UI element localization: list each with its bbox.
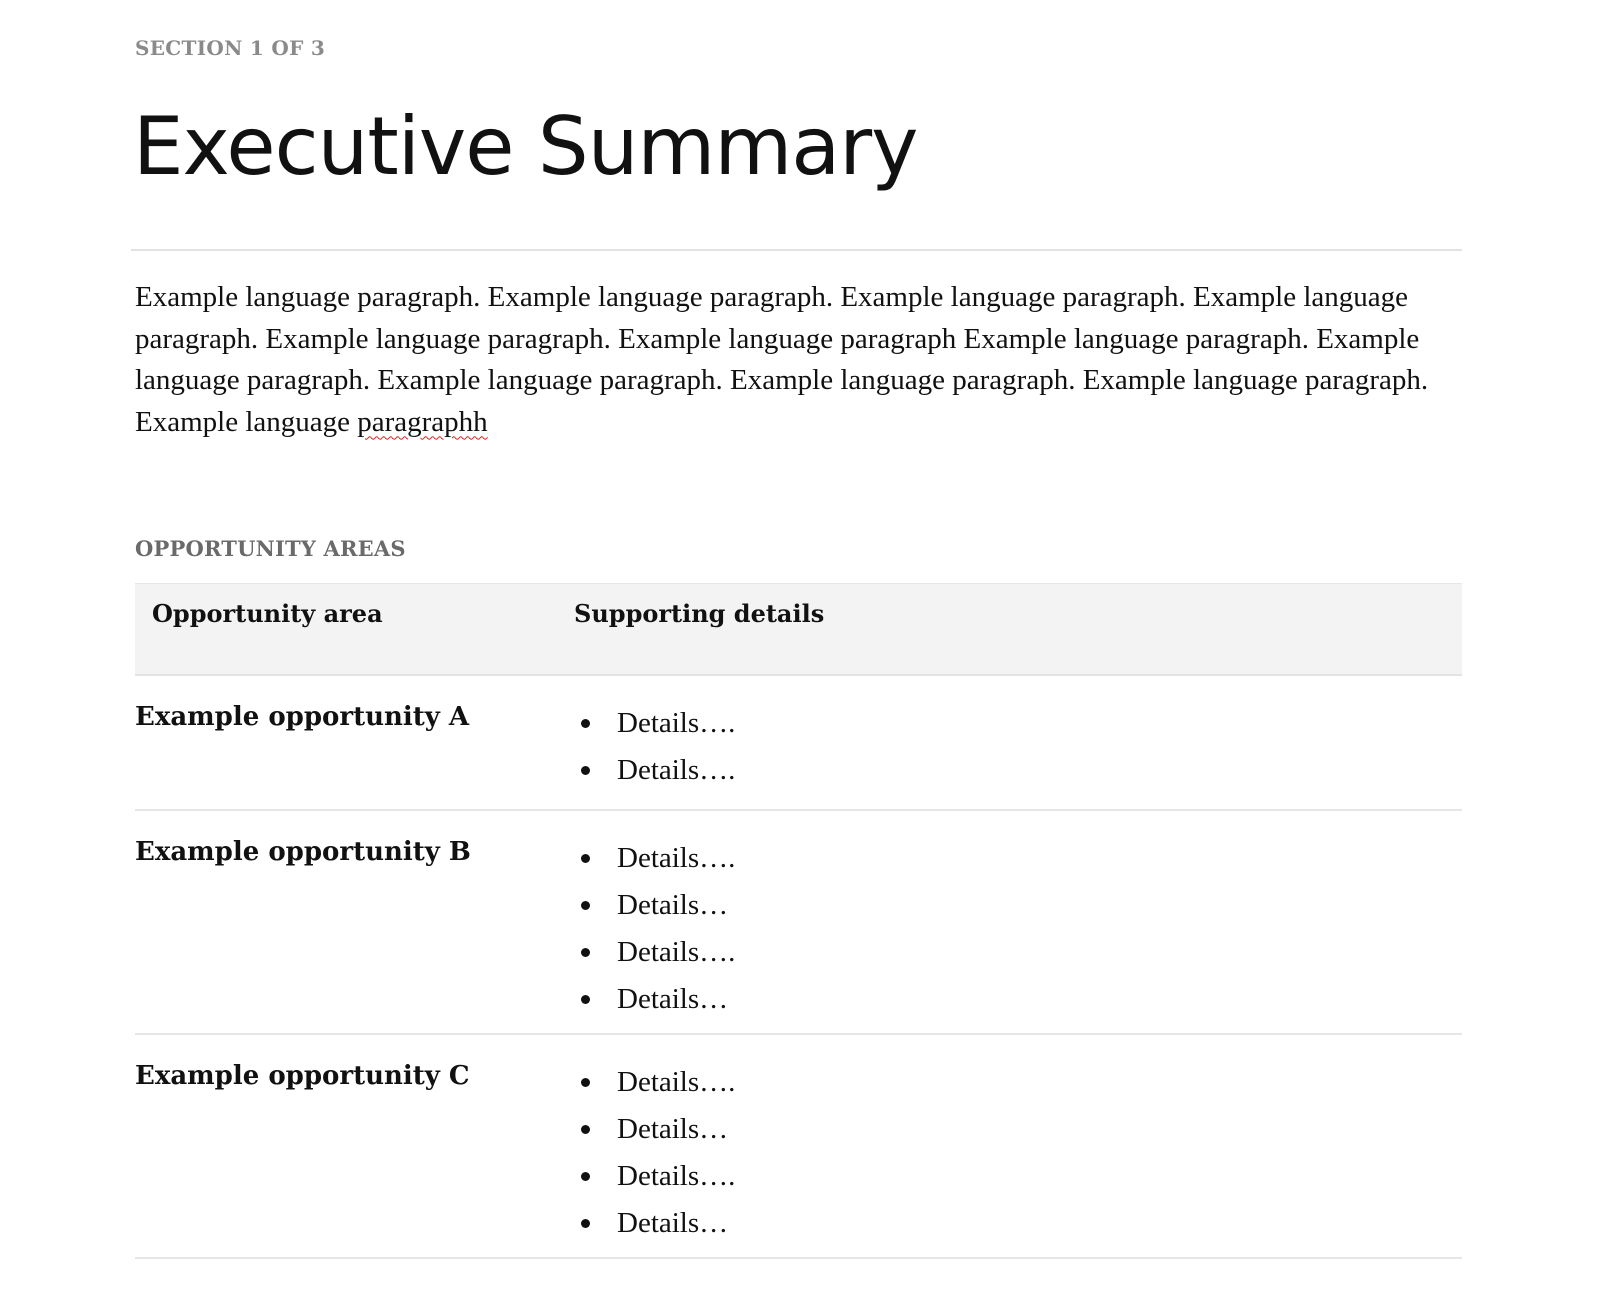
details-list [581,700,735,794]
bullet-icon [581,719,590,728]
bullet-icon [581,948,590,957]
list-item[interactable] [581,976,735,1023]
list-item[interactable] [581,929,735,976]
intro-paragraph-text: Example language paragraph. Example language paragraph. Example language paragraph. Example language paragraph. Example language paragraph. Example language paragraph Example language paragraph. Example language paragraph. Example language paragraph. Example language paragraph. Example language paragraph. Example language [135,281,1429,438]
details-list [581,1059,735,1247]
list-item[interactable] [581,1106,735,1153]
column-header-supporting-details[interactable]: Supporting details [574,599,825,628]
list-item[interactable] [581,700,735,747]
detail-text: Details…. [617,1066,736,1098]
detail-text: Details…. [617,1160,736,1192]
detail-text: Details… [617,889,729,921]
opportunity-table [135,583,1462,1259]
list-item[interactable] [581,835,735,882]
detail-text: Details…. [617,842,736,874]
table-row [135,811,1462,1035]
table-header-row [135,583,1462,676]
opportunity-title[interactable]: Example opportunity B [135,837,471,867]
details-list [581,835,735,1023]
bullet-icon [581,995,590,1004]
opportunity-title[interactable]: Example opportunity C [135,1061,470,1091]
bullet-icon [581,1078,590,1087]
misspelled-word[interactable]: paragraphh [357,405,488,438]
opportunity-title[interactable]: Example opportunity A [135,702,470,732]
detail-text: Details…. [617,707,736,739]
list-item[interactable] [581,1200,735,1247]
detail-text: Details… [617,1207,729,1239]
title-divider [131,249,1462,251]
table-row [135,676,1462,811]
list-item[interactable] [581,882,735,929]
section-label: SECTION 1 OF 3 [135,36,326,60]
intro-paragraph[interactable] [135,277,1465,443]
table-row [135,1035,1462,1259]
detail-text: Details…. [617,936,736,968]
list-item[interactable] [581,1153,735,1200]
page-title[interactable]: Executive Summary [133,100,918,193]
bullet-icon [581,1172,590,1181]
detail-text: Details… [617,983,729,1015]
bullet-icon [581,1219,590,1228]
detail-text: Details… [617,1113,729,1145]
list-item[interactable] [581,747,735,794]
bullet-icon [581,766,590,775]
bullet-icon [581,854,590,863]
detail-text: Details…. [617,754,736,786]
bullet-icon [581,901,590,910]
table-heading: OPPORTUNITY AREAS [135,536,406,561]
column-header-opportunity-area[interactable]: Opportunity area [152,599,383,628]
list-item[interactable] [581,1059,735,1106]
bullet-icon [581,1125,590,1134]
